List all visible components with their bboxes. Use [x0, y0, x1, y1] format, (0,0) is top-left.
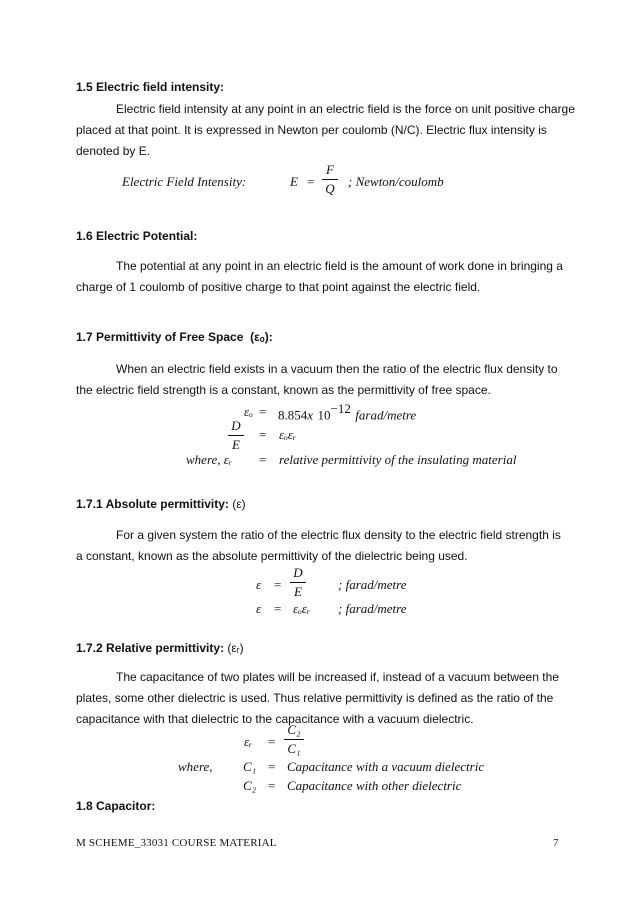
- para-1-5-line-1: Electric field intensity at any point in an electric field is the force on unit positive charge: [116, 102, 575, 116]
- eq-c1-equals: =: [268, 759, 276, 774]
- eq-abs-eps-equals-2: =: [274, 601, 282, 616]
- eq-d-over-e-equals: =: [259, 427, 267, 442]
- eq-c1-rhs: Capacitance with a vacuum dielectric: [287, 759, 485, 774]
- heading-1-7: [76, 330, 273, 344]
- para-1-7-1-line-2: a constant, known as the absolute permittivity of the dielectric being used.: [76, 549, 468, 563]
- para-1-5-line-2: placed at that point. It is expressed in Newton per coulomb (N/C). Electric flux intensity is: [76, 123, 547, 137]
- heading-1-7-2-symbol: (εᵣ): [227, 641, 244, 655]
- para-1-7-1-line-1: For a given system the ratio of the electric flux density to the electric field strength is: [116, 528, 561, 542]
- para-1-7-line-1: When an electric field exists in a vacuum then the ratio of the electric flux density to: [116, 362, 558, 376]
- eq-abs-eps-lhs-1: ε: [256, 577, 262, 592]
- fraction-bar: [322, 179, 338, 180]
- heading-1-7-1-symbol: (ε): [232, 497, 246, 511]
- para-1-7-2-line-2: plates, some other dielectric is used. Thus relative permittivity is defined as the ratio of the: [76, 691, 554, 705]
- eq-abs-eps-lhs-2: ε: [256, 601, 262, 616]
- fraction-denominator: C₁: [287, 741, 301, 756]
- fraction-bar: [228, 435, 244, 436]
- para-1-7-2-line-1: The capacitance of two plates will be increased if, instead of a vacuum between the: [116, 670, 559, 684]
- eq-rel-eps-fraction: [284, 722, 304, 757]
- para-1-5-line-3: denoted by E.: [76, 144, 151, 158]
- heading-1-7-symbol: (εₒ):: [250, 330, 273, 344]
- eq-eps0-rhs: [278, 401, 416, 424]
- eq-abs-eps-fraction: [290, 565, 306, 600]
- heading-1-7-2-text: 1.7.2 Relative permittivity:: [76, 641, 225, 655]
- fraction-numerator: D: [231, 418, 241, 433]
- eq-abs-eps-rhs-2: εₒεᵣ: [293, 601, 311, 616]
- heading-1-7-text: 1.7 Permittivity of Free Space: [76, 330, 244, 344]
- para-1-7-2-line-3: capacitance with that dielectric to the capacitance with a vacuum dielectric.: [76, 712, 474, 726]
- eq-abs-eps-unit-1: ; farad/metre: [338, 577, 407, 592]
- eq-rel-eps-equals: =: [268, 734, 276, 749]
- eq-field-intensity-lhs: E: [290, 174, 298, 189]
- footer-course-label: M SCHEME_33031 COURSE MATERIAL: [76, 837, 277, 849]
- eq-eps0-lhs: εₒ: [244, 404, 253, 419]
- heading-1-8: 1.8 Capacitor:: [76, 799, 156, 813]
- eq-epsr-where-equals: =: [259, 452, 267, 467]
- eq-abs-eps-unit-2: ; farad/metre: [338, 601, 407, 616]
- eq-c1-lhs: C₁: [243, 759, 257, 774]
- fraction-denominator: E: [232, 437, 240, 452]
- para-1-7-line-2: the electric field strength is a constant, known as the permittivity of free space.: [76, 383, 491, 397]
- eq-d-over-e-fraction: [228, 418, 244, 453]
- eq-c1-where: where,: [178, 759, 213, 774]
- fraction-bar: [290, 582, 306, 583]
- eq-c2-equals: =: [268, 778, 276, 793]
- eq-d-over-e-rhs: εₒεᵣ: [279, 427, 297, 442]
- fraction-bar: [284, 739, 304, 740]
- eq-c2-lhs: C₂: [243, 778, 257, 793]
- fraction-numerator: F: [326, 162, 334, 177]
- heading-1-5: 1.5 Electric field intensity:: [76, 80, 225, 94]
- fraction-numerator: D: [293, 565, 303, 580]
- fraction-numerator: C₂: [287, 722, 301, 737]
- eq-eps0-unit: farad/metre: [355, 407, 417, 423]
- eq-eps0-exponent: −12: [330, 401, 351, 416]
- eq-eps0-times: x: [307, 407, 314, 423]
- eq-field-intensity-equals: =: [307, 174, 315, 189]
- heading-1-7-1-text: 1.7.1 Absolute permittivity:: [76, 497, 229, 511]
- fraction-denominator: Q: [325, 181, 335, 196]
- heading-1-7-2: [76, 641, 244, 655]
- footer-page-number: 7: [553, 837, 559, 849]
- eq-eps0-base: 10: [317, 407, 331, 423]
- eq-epsr-where-lhs: where, εᵣ: [186, 452, 233, 467]
- eq-eps0-mantissa: 8.854: [278, 407, 308, 423]
- eq-epsr-where-rhs: relative permittivity of the insulating material: [279, 452, 517, 467]
- para-1-6-line-2: charge of 1 coulomb of positive charge to that point against the electric field.: [76, 280, 481, 294]
- eq-field-intensity-label: Electric Field Intensity:: [122, 174, 247, 189]
- heading-1-7-1: [76, 497, 246, 511]
- heading-1-6: 1.6 Electric Potential:: [76, 229, 198, 243]
- eq-eps0-equals: =: [259, 404, 267, 419]
- para-1-6-line-1: The potential at any point in an electric field is the amount of work done in bringing a: [116, 259, 563, 273]
- eq-abs-eps-equals-1: =: [274, 577, 282, 592]
- fraction-denominator: E: [294, 584, 302, 599]
- eq-field-intensity-fraction: [322, 162, 338, 197]
- eq-c2-rhs: Capacitance with other dielectric: [287, 778, 462, 793]
- eq-rel-eps-lhs: εᵣ: [244, 734, 253, 749]
- eq-field-intensity-unit: ; Newton/coulomb: [348, 174, 444, 189]
